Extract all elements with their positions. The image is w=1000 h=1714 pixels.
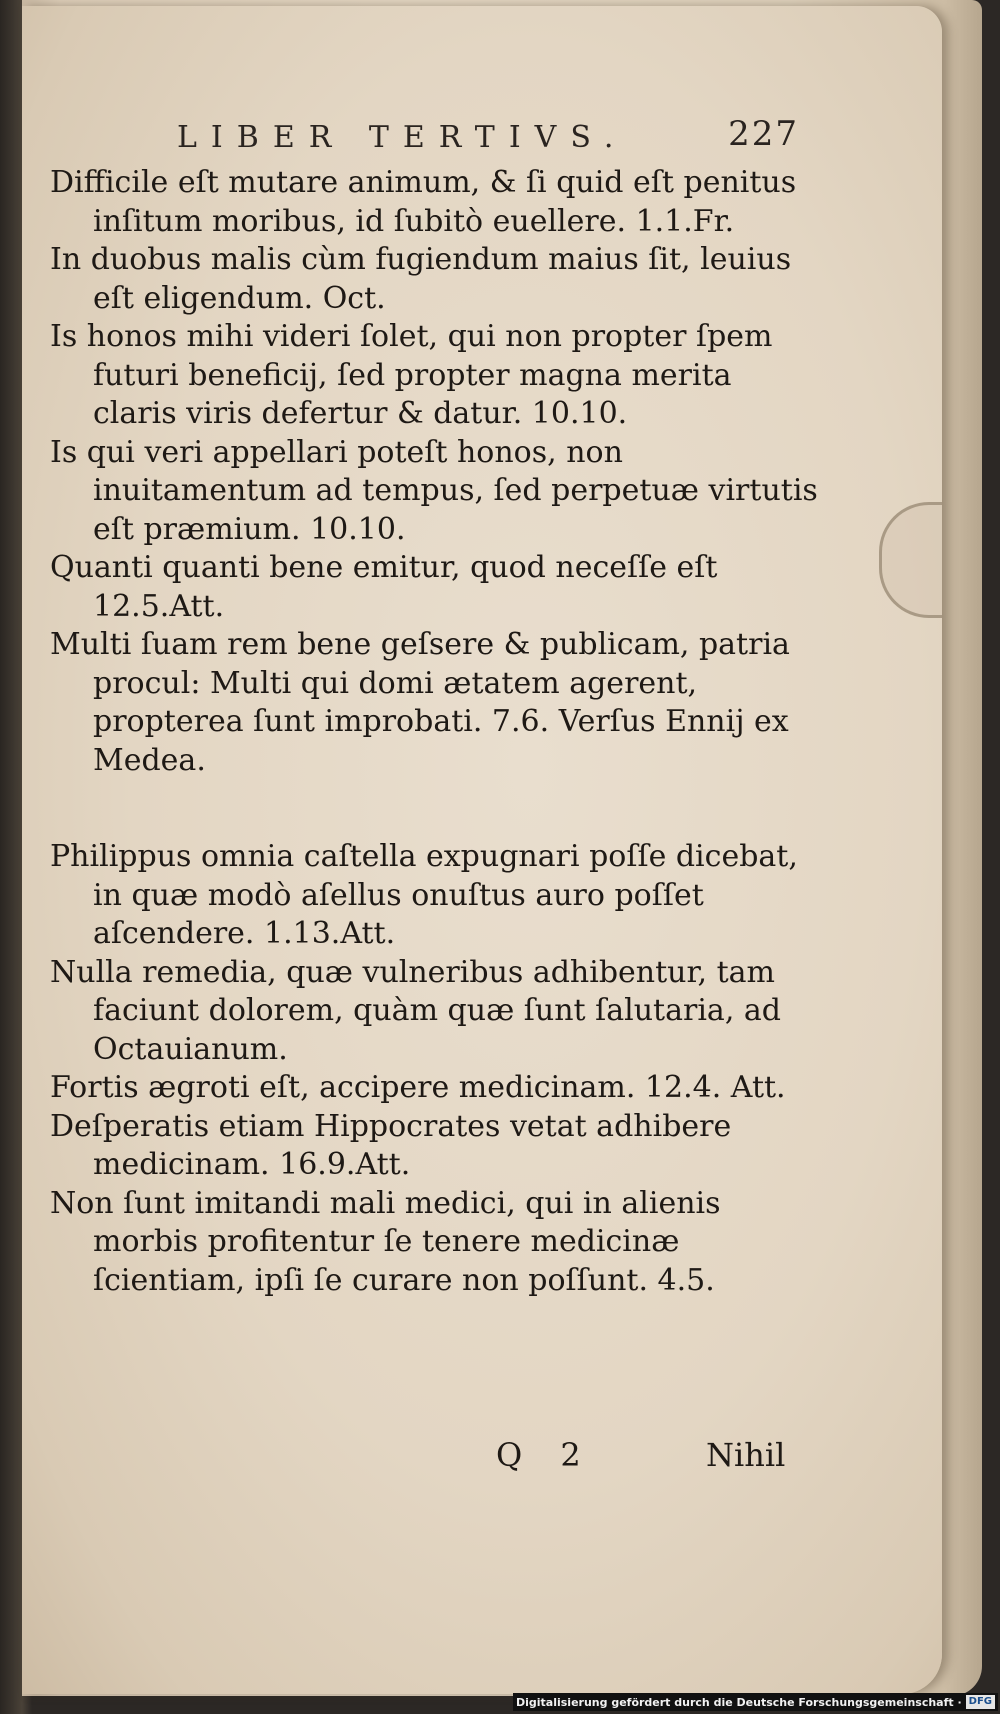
page-clip-shadow [879, 502, 942, 618]
signature-mark: Q 2 [496, 1436, 595, 1474]
quotation-entry: Multi ſuam rem bene geſsere & publicam, patria procul: Multi qui domi ætatem agerent, propterea ſunt improbati. 7.6. Verſus Ennij ex Medea. [50, 627, 790, 778]
dfg-logo-icon: DFG [966, 1695, 995, 1709]
page-footer [22, 1432, 942, 1492]
quotation-entry: Is qui veri appellari poteſt honos, non inuitamentum ad tempus, ſed perpetuæ virtutis eſt præmium. 10.10. [50, 434, 818, 547]
running-title: LIBER TERTIVS. [177, 120, 628, 155]
quotation-entry: Difficile eſt mutare animum, & ſi quid eſt penitus inſitum moribus, id ſubitò euellere. 1.1.Fr. [50, 165, 797, 239]
page-header [177, 114, 817, 164]
page-body [50, 164, 820, 1300]
quotation-entry: Deſperatis etiam Hippocrates vetat adhibere medicinam. 16.9.Att. [50, 1108, 732, 1182]
quotation-entry: Fortis ægroti eſt, accipere medicinam. 12.4. Att. [50, 1070, 786, 1105]
quotation-entry: Nulla remedia, quæ vulneribus adhibentur, tam faciunt dolorem, quàm quæ ſunt ſalutaria, ad Octauianum. [50, 954, 781, 1067]
quotation-entry: Non ſunt imitandi mali medici, qui in alienis morbis profitentur ſe tenere medicinæ ſcientiam, ipſi ſe curare non poſſunt. 4.5. [50, 1185, 721, 1298]
credit-text: Digitalisierung gefördert durch die Deutsche Forschungsgemeinschaft · [515, 1695, 962, 1709]
quotation-entry: Is honos mihi videri ſolet, qui non propter ſpem futuri beneficij, ſed propter magna merita claris viris defertur & datur. 10.10. [50, 319, 773, 431]
digitization-credit [513, 1693, 998, 1711]
quotation-entry: Philippus omnia caſtella expugnari poſſe dicebat, in quæ modò aſellus onuſtus auro poſſet aſcendere. 1.13.Att. [50, 839, 798, 951]
quotation-entry: In duobus malis cùm fugiendum maius ſit, leuius eſt eligendum. Oct. [50, 242, 792, 316]
quotation-entry: Quanti quanti bene emitur, quod neceſſe eſt 12.5.Att. [50, 550, 718, 624]
book-page [22, 6, 942, 1694]
page-number: 227 [728, 114, 799, 154]
catchword: Nihil [706, 1436, 786, 1474]
